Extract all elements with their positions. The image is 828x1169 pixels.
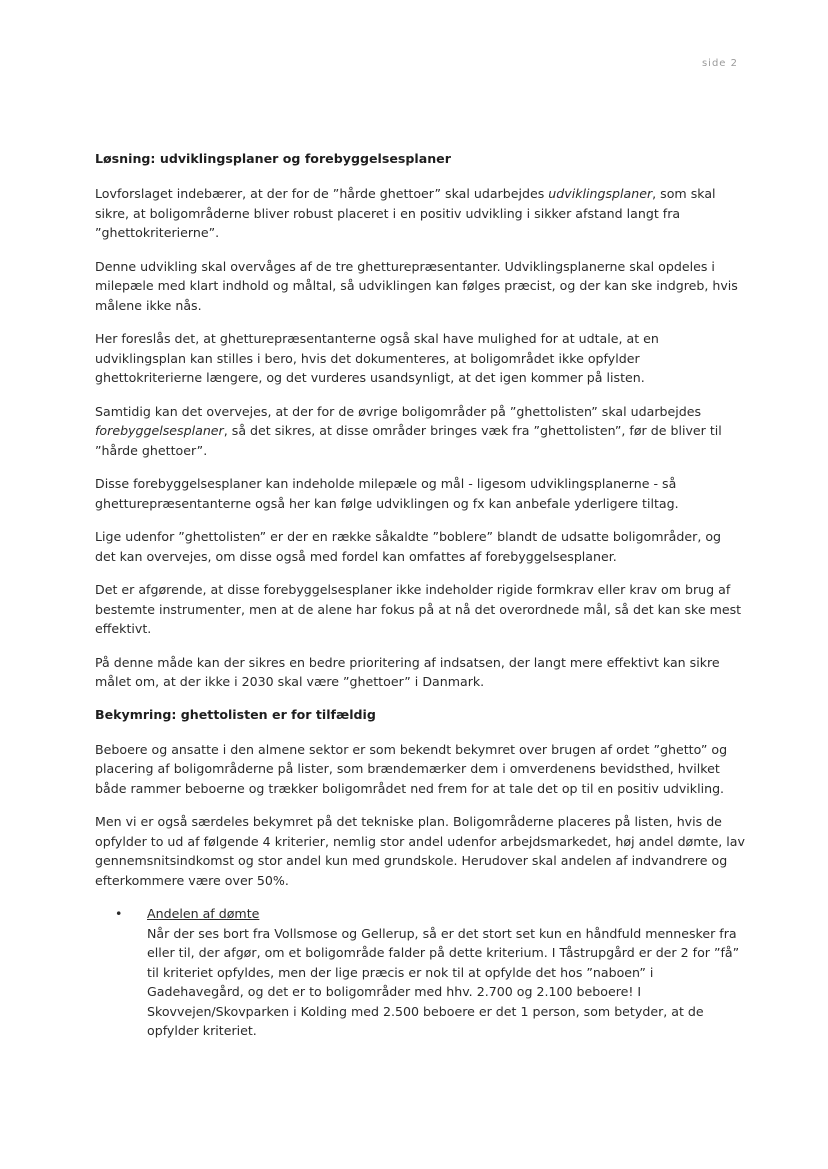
section-heading-solution: Løsning: udviklingsplaner og forebyggelsesplaner: [95, 151, 451, 166]
paragraph: Disse forebyggelsesplaner kan indeholde milepæle og mål - ligesom udviklingsplanerne - så ghetturepræsentanterne også her kan følge udviklingen og fx kan anbefale yderligere tiltag.: [95, 476, 679, 511]
list-item-body: Når der ses bort fra Vollsmose og Gellerup, så er det stort set kun en håndfuld mennesker fra eller til, der afgør, om et boligområde falder på dette kriterium. I Tåstrupgård er der 2 for ”få” til kriteriet opfyldes, men der lige præcis er nok til at opfylde det hos ”naboen” i Gadehavegård, og det er to boligområder med hhv. 2.700 og 2.100 beboere! I Skovvejen/Skovparken i Kolding med 2.500 beboere er det 1 person, som betyder, at de opfylder kriteriet.: [147, 925, 740, 1038]
paragraph: [95, 402, 745, 461]
text-run: , så det sikres, at disse områder bringes væk fra ”ghettolisten”, før de bliver til ”hårde ghettoer”.: [95, 423, 722, 458]
paragraph: Lige udenfor ”ghettolisten” er der en række såkaldte ”boblere” blandt de udsatte boligområder, og det kan overvejes, om disse også med fordel kan omfattes af forebyggelsesplaner.: [95, 529, 722, 564]
list-item-title: Andelen af dømte: [147, 906, 260, 921]
italic-term: udviklingsplaner: [548, 186, 653, 201]
text-run: , som skal sikre, at boligområderne bliver robust placeret i en positiv udvikling i sikker afstand langt fra ”ghettokriterierne”.: [95, 186, 716, 240]
paragraph: Her foreslås det, at ghetturepræsentanterne også skal have mulighed for at udtale, at en udviklingsplan kan stilles i bero, hvis det dokumenteres, at boligområdet ikke opfylder ghettokriterierne længere, og det vurderes usandsynligt, at det igen kommer på listen.: [95, 331, 659, 385]
paragraph: Denne udvikling skal overvåges af de tre ghetturepræsentanter. Udviklingsplanerne skal opdeles i milepæle med klart indhold og måltal, så udviklingen kan følges præcist, og der kan ske indgreb, hvis målene ikke nås.: [95, 258, 738, 313]
list-item: [95, 904, 745, 1041]
paragraph: Det er afgørende, at disse forebyggelsesplaner ikke indeholder rigide formkrav eller krav om brug af bestemte instrumenter, men at de alene har fokus på at nå det overordnede mål, så det kan ske mest effektivt.: [95, 582, 742, 636]
page-number: side 2: [701, 58, 738, 69]
section-heading-concern: Bekymring: ghettolisten er for tilfældig: [95, 706, 376, 722]
bullet-icon: •: [115, 906, 123, 921]
text-run: Lovforslaget indebærer, at der for de ”hårde ghettoer” skal udarbejdes: [95, 186, 549, 201]
text-run: Samtidig kan det overvejes, at der for de øvrige boligområder på ”ghettolisten” skal udarbejdes: [95, 403, 702, 419]
criteria-list: [95, 904, 745, 1041]
paragraph: Men vi er også særdeles bekymret på det tekniske plan. Boligområderne placeres på listen, hvis de opfylder to ud af følgende 4 kriterier, nemlig stor andel udenfor arbejdsmarkedet, høj andel dømte, lav gennemsnitsindkomst og stor andel kun med grundskole. Herudover skal andelen af indvandrere og efterkommere være over 50%.: [95, 814, 745, 888]
paragraph: [95, 184, 745, 243]
paragraph: På denne måde kan der sikres en bedre prioritering af indsatsen, der langt mere effektivt kan sikre målet om, at der ikke i 2030 skal være ”ghettoer” i Danmark.: [95, 654, 720, 689]
paragraph: Beboere og ansatte i den almene sektor er som bekendt bekymret over brugen af ordet ”ghetto” og placering af boligområderne på lister, som brændemærker dem i omverdenens bevidsthed, hvilket både rammer beboerne og trækker boligområdet ned frem for at tale det op til en positiv udvikling.: [95, 741, 728, 796]
italic-term: forebyggelsesplaner: [95, 423, 224, 438]
document-body: [95, 150, 745, 1041]
